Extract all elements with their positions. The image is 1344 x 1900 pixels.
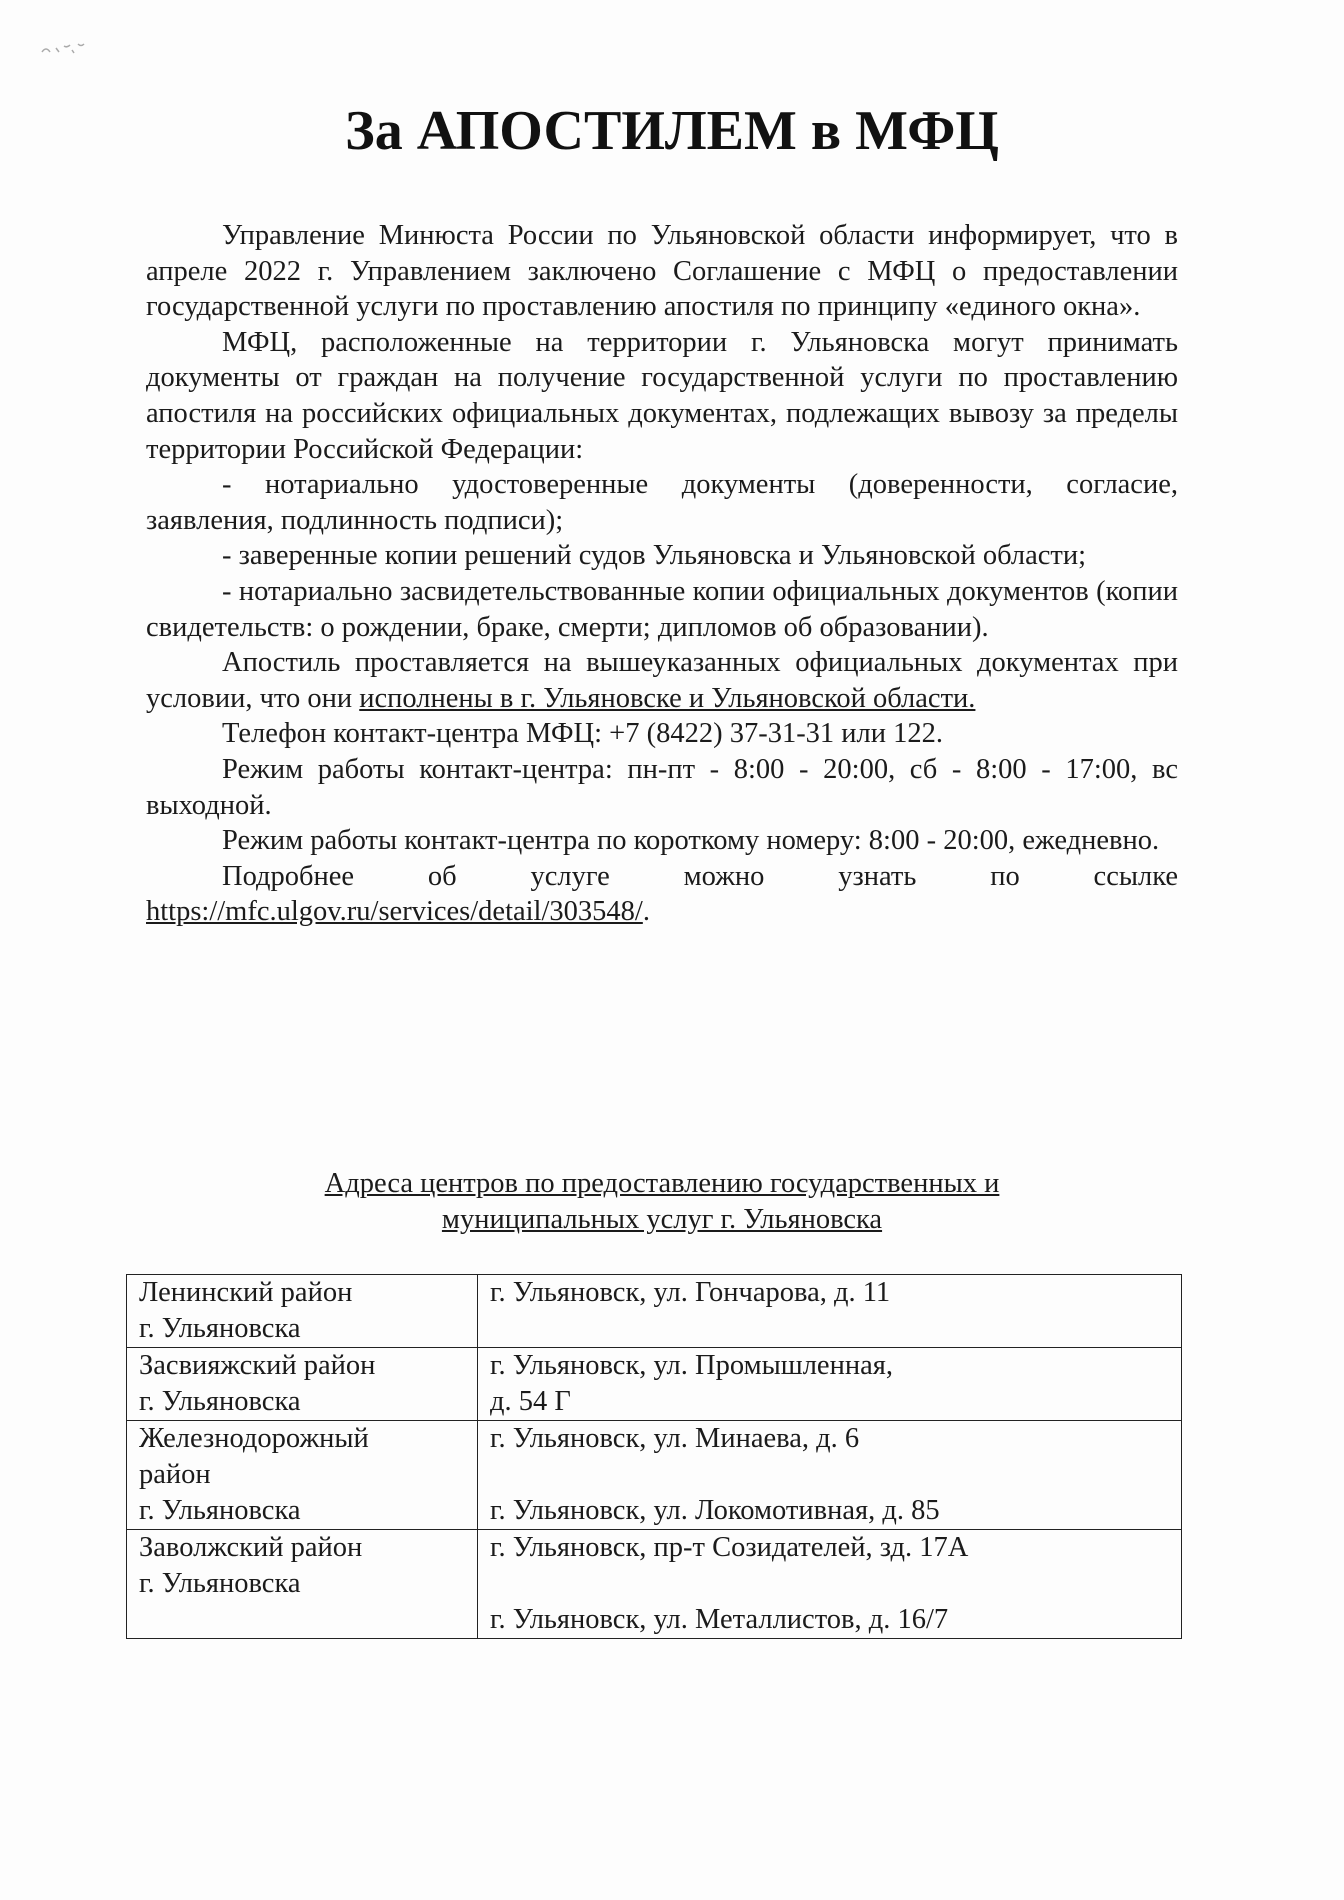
district-cell (127, 1421, 478, 1530)
district-cell (127, 1275, 478, 1348)
paragraph-hours-short: Режим работы контакт-центра по короткому номеру: 8:00 - 20:00, ежедневно. (222, 825, 1160, 857)
paragraph-phone: Телефон контакт-центра МФЦ: +7 (8422) 37-31-31 или 122. (222, 718, 944, 750)
district-line: г. Ульяновска (139, 1386, 301, 1417)
paragraph-apostille-condition (146, 645, 1178, 716)
district-line: Засвияжский район (139, 1350, 376, 1381)
district-cell (127, 1530, 478, 1639)
document-title: За АПОСТИЛЕМ в МФЦ (345, 100, 999, 162)
paragraph-mfc: МФЦ, расположенные на территории г. Ульяновска могут принимать документы от граждан на получение государственной услуги по проставлению апостиля на российских официальных документах, подлежащих вывозу за пределы территории Российской Федерации: (146, 326, 1178, 465)
district-line: г. Ульяновска (139, 1568, 301, 1599)
address-cell (478, 1348, 1182, 1421)
address-line: г. Ульяновск, пр-т Созидателей, зд. 17А (490, 1532, 969, 1563)
paragraph-hours: Режим работы контакт-центра: пн-пт - 8:00 - 20:00, сб - 8:00 - 17:00, вс выходной. (146, 753, 1178, 821)
condition-underlined: исполнены в г. Ульяновске и Ульяновской области. (359, 682, 976, 714)
district-line: г. Ульяновска (139, 1313, 301, 1344)
condition-text: Апостиль проставляется на вышеуказанных официальных документах при условии, что они (146, 647, 1178, 714)
address-cell (478, 1530, 1182, 1639)
address-line: г. Ульяновск, ул. Промышленная, (490, 1350, 893, 1381)
list-item-notarized: - нотариально удостоверенные документы (доверенности, согласие, заявления, подлинность подписи); (146, 469, 1178, 536)
address-line: г. Ульяновск, ул. Гончарова, д. 11 (490, 1277, 891, 1308)
document-body (146, 218, 1178, 930)
paragraph-intro: Управление Минюста России по Ульяновской области информирует, что в апреле 2022 г. Управлением заключено Соглашение с МФЦ о предоставлении государственной услуги по проставлению апостиля по принципу «единого окна». (146, 220, 1178, 323)
list-item-court-copies: - заверенные копии решений судов Ульяновска и Ульяновской области; (222, 540, 1087, 572)
more-info-end: . (642, 896, 650, 928)
table-heading-line-2: муниципальных услуг г. Ульяновска (441, 1204, 883, 1235)
address-line: г. Ульяновск, ул. Минаева, д. 6 (490, 1423, 860, 1454)
table-row (127, 1530, 1182, 1639)
address-table (126, 1274, 1182, 1639)
more-info-text: Подробнее об услуге можно узнать по ссылке (222, 860, 1178, 892)
list-item-certified-copies: - нотариально засвидетельствованные копии официальных документов (копии свидетельств: о рождении, браке, смерти; дипломов об образовании). (146, 575, 1178, 643)
district-cell (127, 1348, 478, 1421)
service-link[interactable]: https://mfc.ulgov.ru/services/detail/303548/ (146, 896, 643, 928)
district-line: Ленинский район (139, 1277, 353, 1308)
address-gap (490, 1566, 1169, 1602)
address-gap (490, 1457, 1169, 1493)
district-line: Заволжский район (139, 1532, 363, 1563)
table-row (127, 1421, 1182, 1530)
paragraph-more-info (146, 859, 1178, 930)
district-line: Железнодорожный (139, 1423, 369, 1454)
table-heading (146, 1166, 1178, 1238)
address-line: г. Ульяновск, ул. Металлистов, д. 16/7 (490, 1604, 949, 1635)
address-cell (478, 1275, 1182, 1348)
scan-mark-icon (38, 38, 98, 78)
table-row (127, 1275, 1182, 1348)
address-table-body (127, 1275, 1182, 1639)
table-row (127, 1348, 1182, 1421)
address-line: д. 54 Г (490, 1386, 571, 1417)
district-line: район (139, 1459, 211, 1490)
address-cell (478, 1421, 1182, 1530)
address-line: г. Ульяновск, ул. Локомотивная, д. 85 (490, 1495, 940, 1526)
table-heading-line-1: Адреса центров по предоставлению государственных и (324, 1168, 1000, 1199)
district-line: г. Ульяновска (139, 1495, 301, 1526)
